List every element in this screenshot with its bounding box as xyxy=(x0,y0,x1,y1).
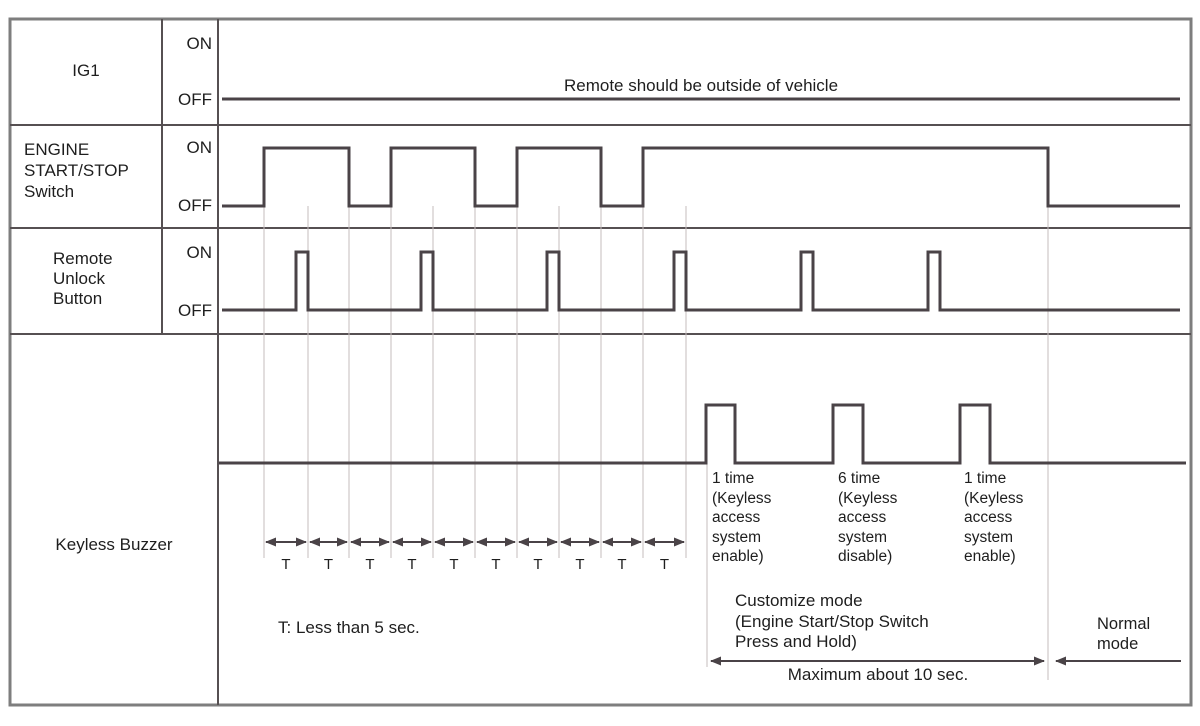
buzzer-count-annotation-line: 1 time xyxy=(712,470,755,487)
t-interval-arrow-left-head xyxy=(476,538,487,547)
buzzer-count-annotation-line: (Keyless xyxy=(964,489,1024,507)
signal-label-engine-line1: ENGINE xyxy=(24,140,90,159)
normal-mode-note xyxy=(1097,615,1150,654)
buzzer-count-annotation-line: access xyxy=(964,509,1013,527)
t-interval-arrow-right-head xyxy=(674,538,685,547)
signal-label-remote-line1: Remote xyxy=(53,249,113,268)
maximum-duration-note: Maximum about 10 sec. xyxy=(787,665,969,684)
t-interval-arrow-right-head xyxy=(463,538,474,547)
keyless-buzzer-waveform xyxy=(219,405,1186,463)
t-interval-arrow-left-head xyxy=(602,538,613,547)
buzzer-count-annotation xyxy=(838,469,897,567)
t-interval-arrow-right-head xyxy=(296,538,307,547)
t-interval-arrow-right-head xyxy=(421,538,432,547)
buzzer-count-annotation-line: 6 time xyxy=(838,470,881,487)
t-interval-arrow-left-head xyxy=(392,538,403,547)
t-interval-arrow-right-head xyxy=(505,538,516,547)
signal-label-ig1: IG1 xyxy=(72,61,100,80)
engine-switch-waveform xyxy=(222,148,1180,206)
remote-position-note: Remote should be outside of vehicle xyxy=(563,76,839,95)
t-interval-label: T xyxy=(491,556,501,573)
t-interval-label: T xyxy=(323,556,334,573)
remote-unlock-waveform xyxy=(222,252,1180,310)
t-interval-label: T xyxy=(365,556,375,573)
t-interval-arrow-right-head xyxy=(589,538,600,547)
t-interval-label: T xyxy=(449,556,459,573)
signal-label-remote-line3: Button xyxy=(53,289,103,308)
t-interval-arrow-left-head xyxy=(350,538,361,547)
remote-on-label: ON xyxy=(186,243,212,262)
buzzer-count-annotation xyxy=(712,469,771,567)
normal-mode-line1: Normal xyxy=(1097,615,1151,633)
buzzer-count-annotation-line: (Keyless xyxy=(712,489,772,507)
t-interval-arrow-left-head xyxy=(265,538,276,547)
buzzer-count-annotation xyxy=(964,469,1023,567)
t-interval-arrow-right-head xyxy=(379,538,390,547)
customize-mode-line3: Press and Hold) xyxy=(735,632,857,651)
buzzer-count-annotation-line: access xyxy=(712,509,761,527)
t-interval-arrow-left-head xyxy=(434,538,445,547)
signal-label-remote-line2: Unlock xyxy=(53,269,105,288)
signal-label-remote-unlock xyxy=(53,249,113,309)
engine-off-label: OFF xyxy=(178,196,212,215)
engine-on-label: ON xyxy=(186,138,212,157)
t-definition-note: T: Less than 5 sec. xyxy=(278,618,420,637)
signal-label-engine-switch xyxy=(24,139,129,202)
buzzer-count-annotation-line: system xyxy=(964,528,1014,546)
t-interval-arrow-left-head xyxy=(309,538,320,547)
t-interval-arrow-left-head xyxy=(518,538,529,547)
t-interval-arrow-right-head xyxy=(547,538,558,547)
signal-label-engine-line2: START/STOP xyxy=(24,161,129,180)
buzzer-count-annotation-line: enable) xyxy=(712,548,764,566)
normal-mode-line2: mode xyxy=(1097,634,1139,653)
t-interval-label: T xyxy=(407,556,417,573)
t-interval-arrow-left-head xyxy=(560,538,571,547)
buzzer-count-annotation-line: system xyxy=(838,528,888,546)
customize-mode-line1: Customize mode xyxy=(735,591,863,610)
signal-label-engine-line3: Switch xyxy=(24,182,75,201)
t-interval-arrow-right-head xyxy=(631,538,642,547)
t-interval-label: T xyxy=(575,556,585,573)
remote-off-label: OFF xyxy=(178,301,212,320)
t-interval-label: T xyxy=(617,556,627,573)
normal-mode-arrow-left-head xyxy=(1055,657,1066,666)
buzzer-count-annotation-line: access xyxy=(838,509,887,527)
signal-label-keyless-buzzer: Keyless Buzzer xyxy=(55,535,173,554)
t-interval-arrow-left-head xyxy=(644,538,655,547)
ig1-on-label: ON xyxy=(186,34,212,53)
customize-mode-line2: (Engine Start/Stop Switch xyxy=(735,611,929,631)
buzzer-count-annotation-line: (Keyless xyxy=(838,489,898,507)
buzzer-count-annotation-line: 1 time xyxy=(964,470,1007,487)
buzzer-count-annotation-line: enable) xyxy=(964,548,1016,566)
ig1-off-label: OFF xyxy=(178,90,212,109)
t-interval-arrow-right-head xyxy=(337,538,348,547)
customize-mode-note xyxy=(735,591,929,653)
t-interval-label: T xyxy=(659,556,670,573)
t-interval-label: T xyxy=(281,556,291,573)
buzzer-count-annotation-line: disable) xyxy=(838,548,893,566)
buzzer-count-annotation-line: system xyxy=(712,528,762,546)
t-interval-label: T xyxy=(533,556,543,573)
